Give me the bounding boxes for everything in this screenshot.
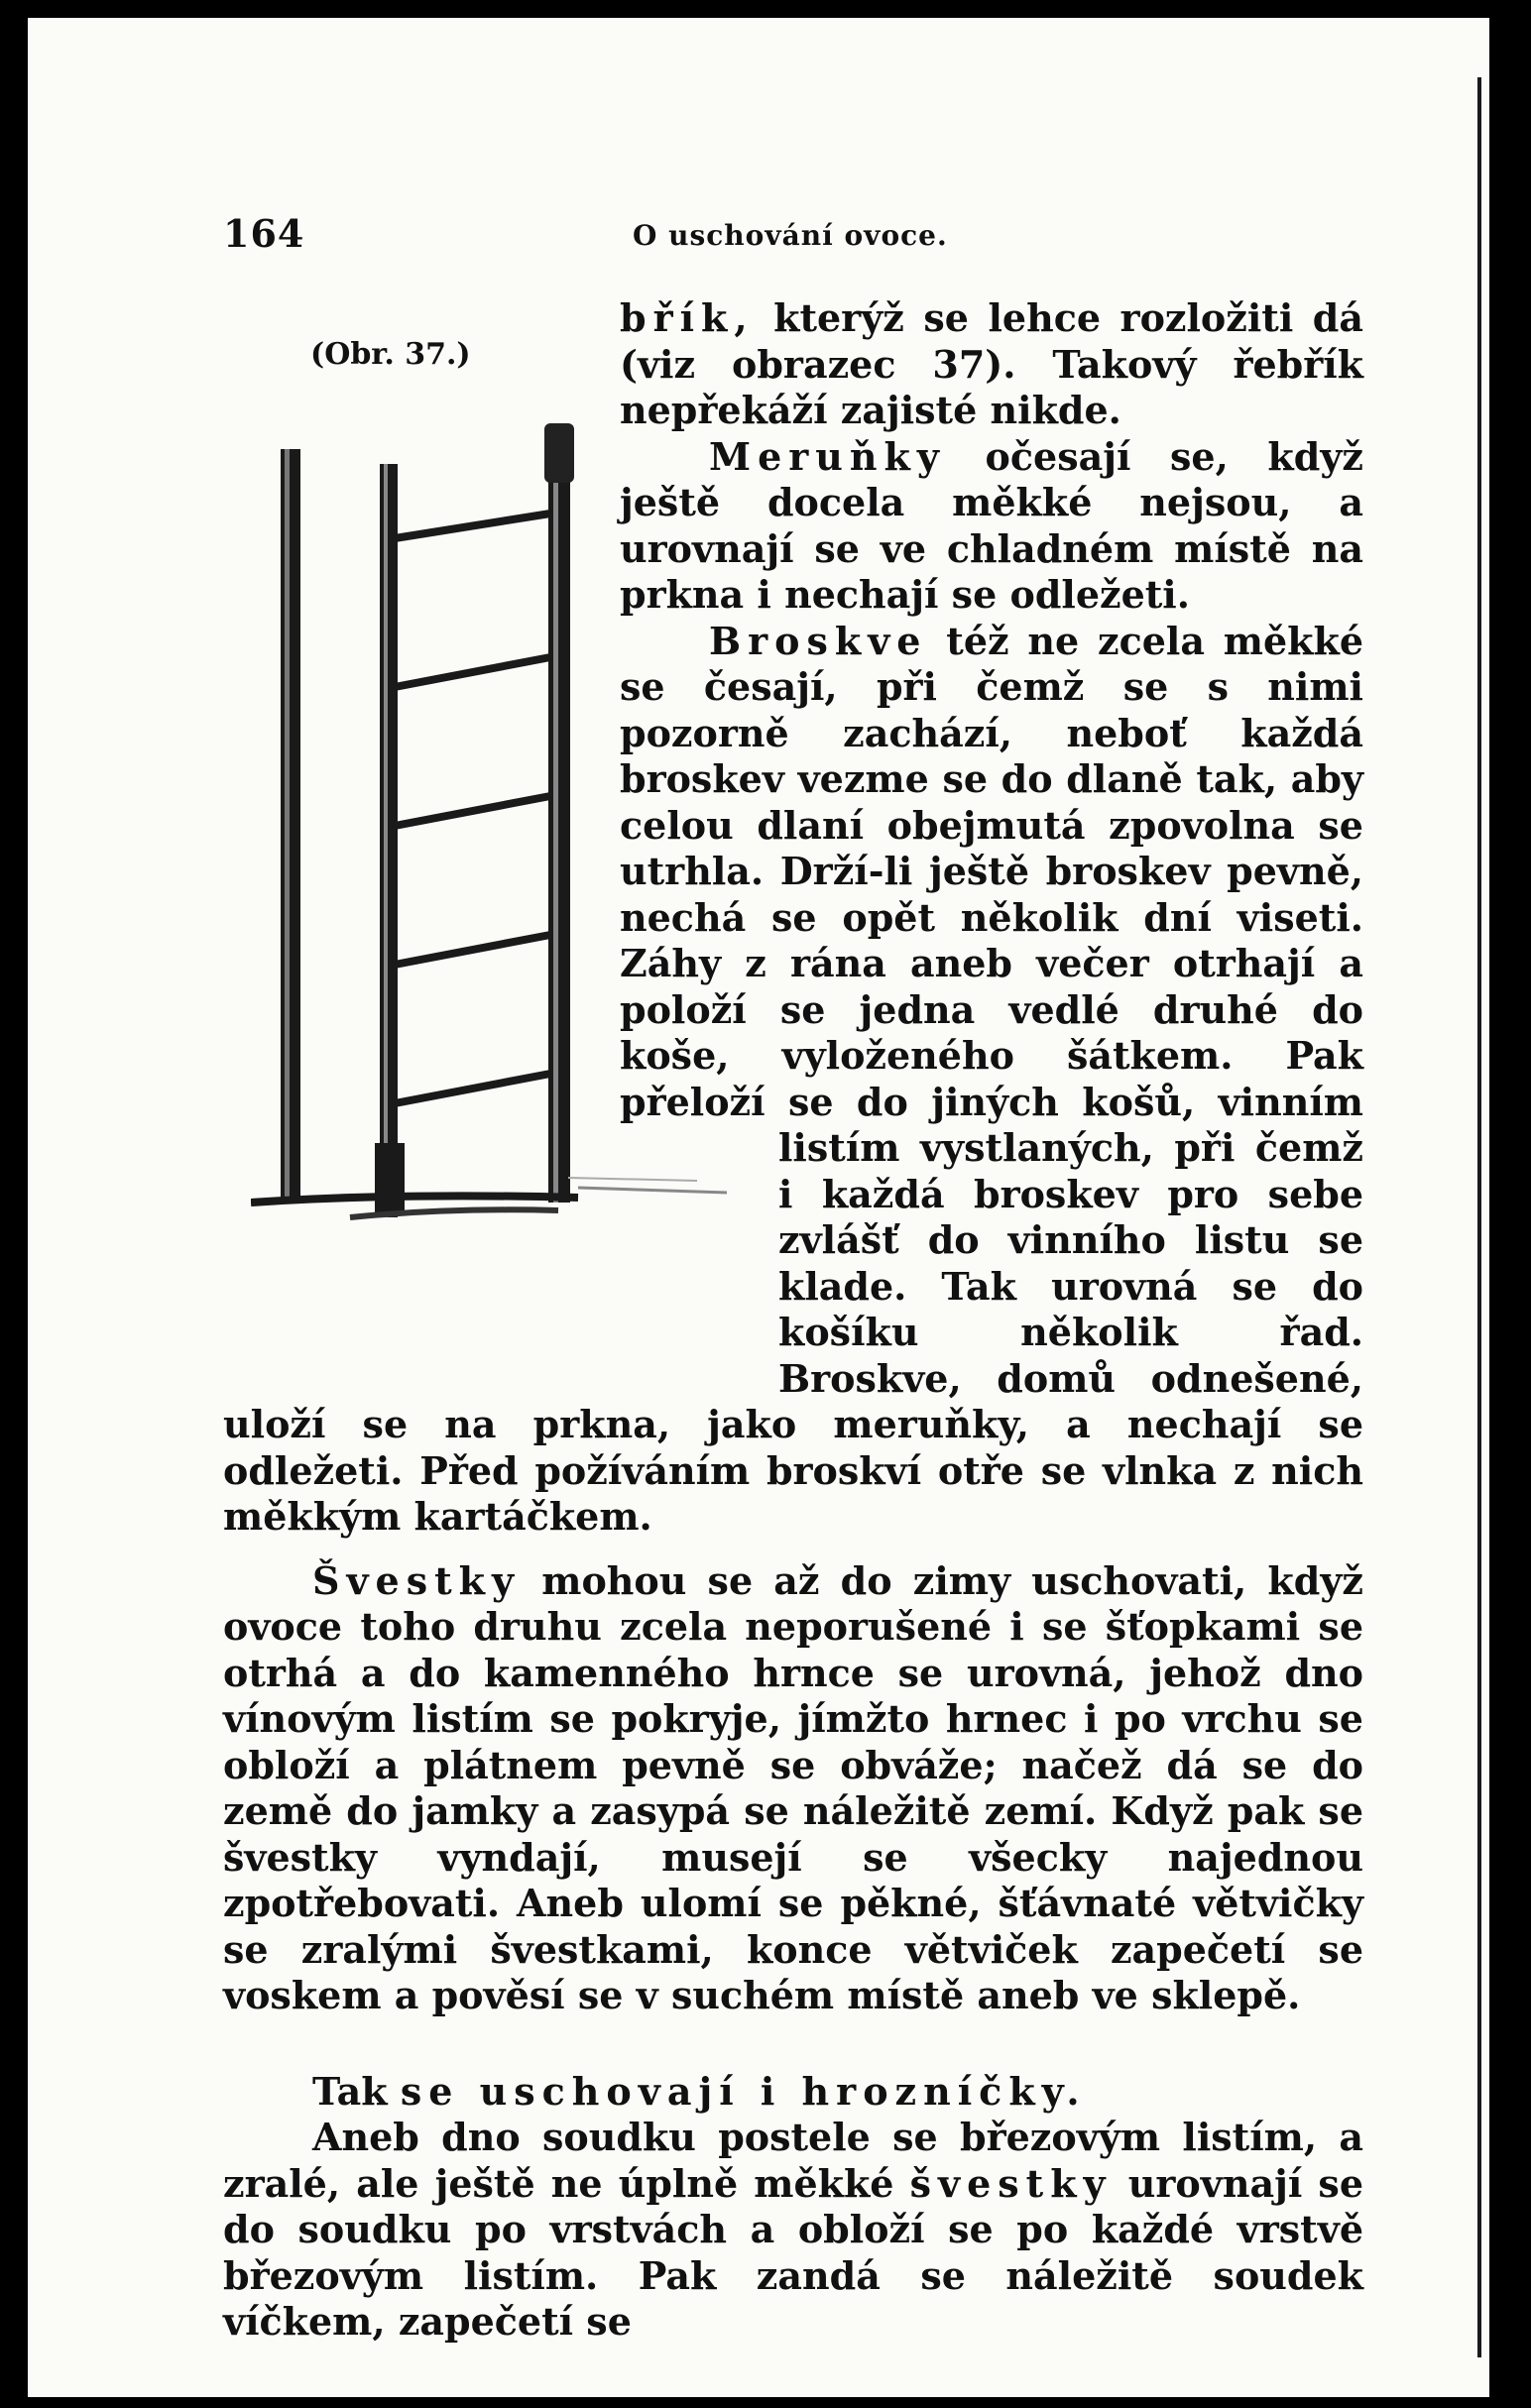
paragraph <box>223 2115 1363 2346</box>
body-text <box>223 295 1363 2346</box>
text-run: očesají se, když ještě docela měkké nejsou, a urovnají se ve chladném místě na prkna i nechají se odležeti. <box>620 433 1363 617</box>
page-number: 164 <box>223 211 305 256</box>
paragraph <box>223 1558 1363 2019</box>
running-title: O uschování ovoce. <box>633 219 948 252</box>
book-page <box>28 18 1507 2397</box>
paragraph <box>223 2069 1363 2116</box>
spaced-word: Broskve <box>709 618 928 663</box>
text-run: Tak <box>312 2068 401 2114</box>
page-edge-line <box>1477 77 1481 2357</box>
spaced-word: břík, <box>620 295 755 340</box>
text-run: Aneb dno soudku postele se březovým listím, a zralé, ale ještě ne úplně měkké <box>223 2115 1363 2206</box>
spaced-word: se uschovají i hrozníčky. <box>400 2068 1087 2114</box>
figure-caption: (Obr. 37.) <box>310 337 471 372</box>
spaced-word: Meruňky <box>709 433 946 479</box>
text-run: mohou se až do zimy uschovati, když ovoce toho druhu zcela neporušené i se šťopkami se otrhá a do kamenného hrnce se urovná, jehož dno vínovým listím se pokryje, jímžto hrnec i po vrchu se obloží a plátnem pevně se obváže; načež dá se do země do jamky a zasypá se náležitě zemí. Když pak se švestky vyndají, musejí se všecky najednou zpotřebovati. Aneb ulomí se pěkné, šťávnaté větvičky se zralými švestkami, konce větviček zapečetí se voskem a pověsí se v suchém místě aneb ve sklepě. <box>223 1557 1363 2017</box>
spaced-word: švestky <box>909 2160 1113 2206</box>
page-header <box>28 211 1507 261</box>
figure-space-lower <box>223 1168 778 1356</box>
text-run: kterýž se lehce rozložiti dá (viz obrazec 37). Takový řebřík nepřekáží zajisté nikde. <box>620 295 1363 432</box>
figure-space <box>223 295 620 1168</box>
spaced-word: Švestky <box>312 1557 522 1603</box>
text-run: též ne zcela měkké se česají, při čemž se s nimi pozorně zachází, neboť každá broskev vezme se do dlaně tak, aby celou dlaní obejmutá zpovolna se utrhla. Drží-li ještě broskev pevně, nechá se opět několik dní viseti. Záhy z rána aneb večer otrhají a položí se jedna vedlé druhé do koše, vyloženého šátkem. Pak přeloží se do jiných košů, vinním listím vystlaných, při čemž i každá broskev pro sebe zvlášť do vinního listu se klade. Tak urovná se do košíku několik řad. Broskve, domů odnešené, uloží se na prkna, jako meruňky, a nechají se odležeti. Před požíváním broskví otře se vlnka z nich měkkým kartáčkem. <box>223 618 1363 1539</box>
page-edge-shadow <box>1489 18 1507 2397</box>
text-run: urovnají se do soudku po vrstvách a obloží se po každé vrstvě březovým listím. Pak zandá se náležitě soudek víčkem, zapečetí se <box>223 2160 1363 2344</box>
